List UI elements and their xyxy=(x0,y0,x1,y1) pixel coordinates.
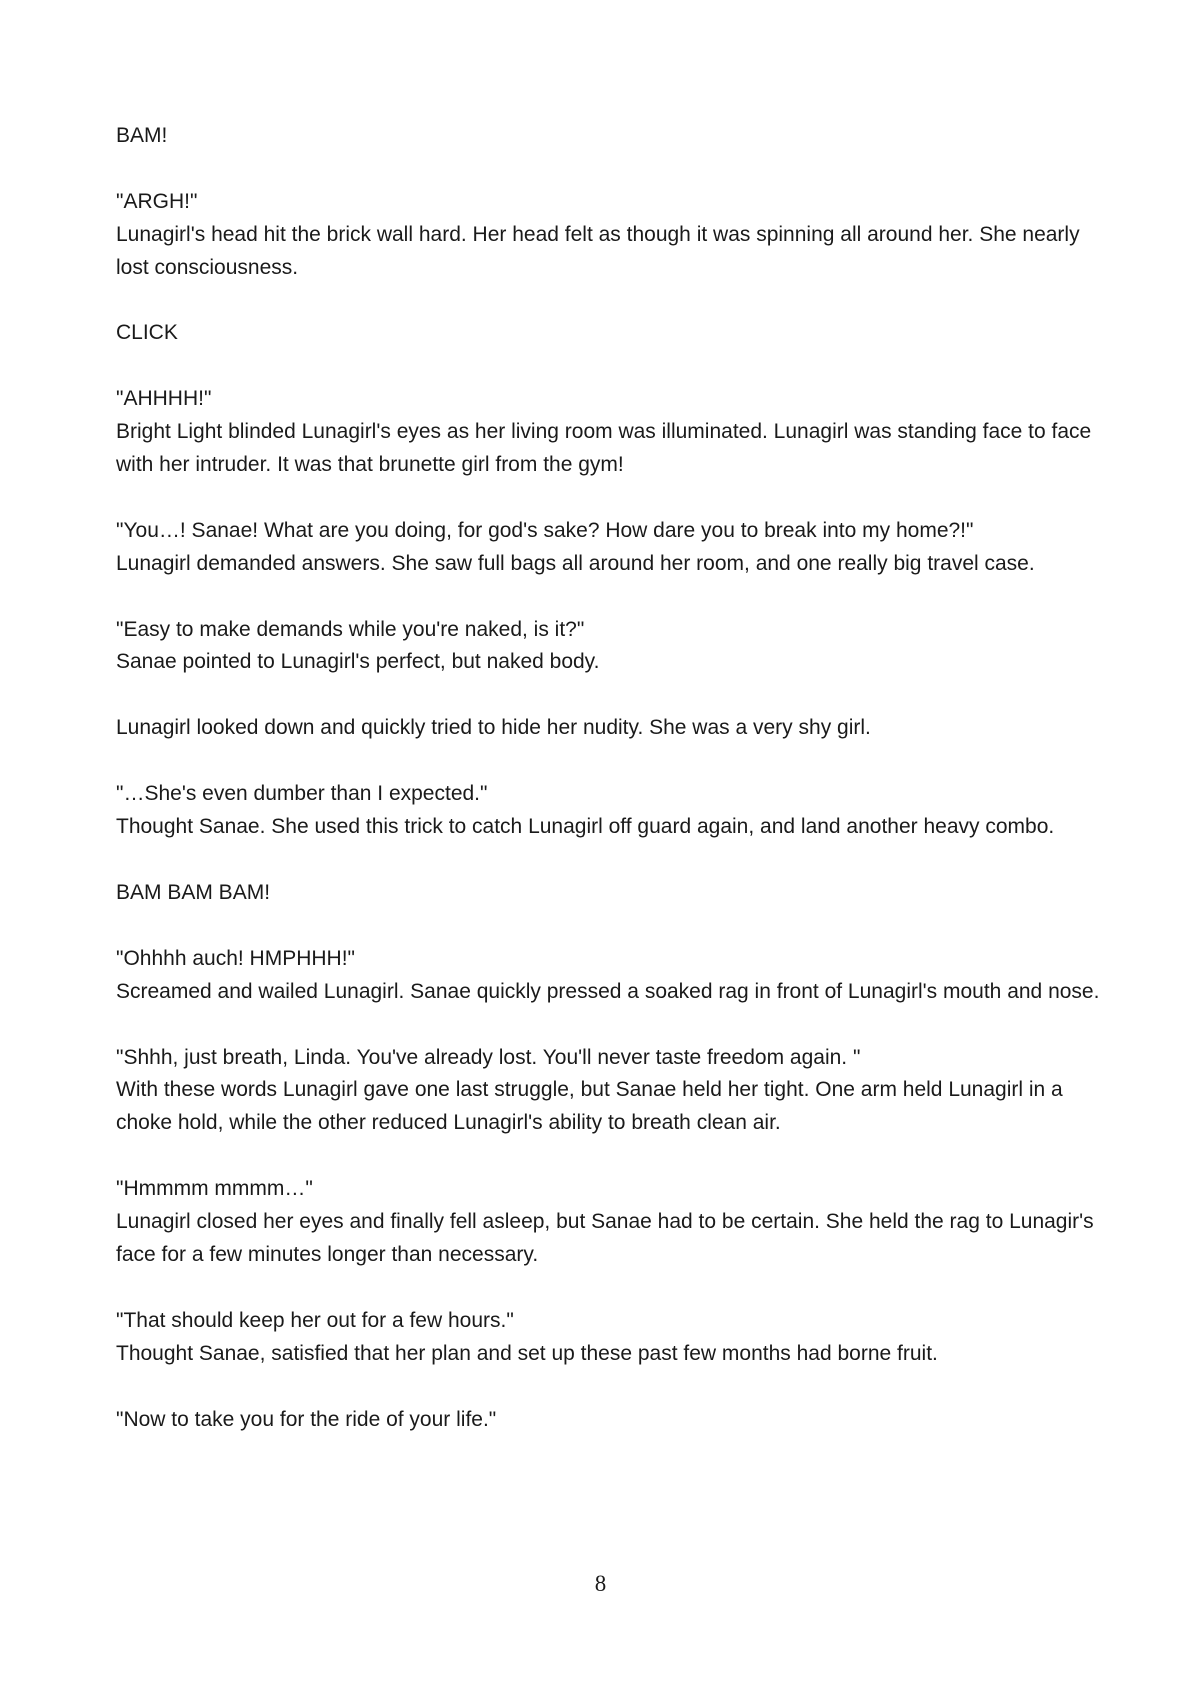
text-line: "…She's even dumber than I expected." xyxy=(116,782,488,805)
text-line: with her intruder. It was that brunette girl from the gym! xyxy=(116,453,624,476)
text-line: Lunagirl closed her eyes and finally fell asleep, but Sanae had to be certain. She held the rag to Lunagir's xyxy=(116,1210,1094,1233)
text-line: "Hmmmm mmmm…" xyxy=(116,1177,313,1200)
text-line: face for a few minutes longer than necessary. xyxy=(116,1243,539,1266)
text-line: "That should keep her out for a few hours." xyxy=(116,1309,514,1332)
text-line: "AHHHH!" xyxy=(116,387,212,410)
text-line: "You…! Sanae! What are you doing, for god's sake? How dare you to break into my home?!" xyxy=(116,519,974,542)
text-line: Thought Sanae. She used this trick to catch Lunagirl off guard again, and land another heavy combo. xyxy=(116,815,1055,838)
text-line: With these words Lunagirl gave one last struggle, but Sanae held her tight. One arm held Lunagirl in a xyxy=(116,1078,1063,1101)
text-line: choke hold, while the other reduced Lunagirl's ability to breath clean air. xyxy=(116,1111,781,1134)
text-line: Lunagirl's head hit the brick wall hard. Her head felt as though it was spinning all around her. She nearly xyxy=(116,223,1080,246)
text-line: lost consciousness. xyxy=(116,256,299,279)
text-line: Screamed and wailed Lunagirl. Sanae quickly pressed a soaked rag in front of Lunagirl's mouth and nose. xyxy=(116,980,1100,1003)
text-line: Sanae pointed to Lunagirl's perfect, but naked body. xyxy=(116,650,600,673)
text-line: Lunagirl looked down and quickly tried to hide her nudity. She was a very shy girl. xyxy=(116,716,871,739)
text-line: Bright Light blinded Lunagirl's eyes as her living room was illuminated. Lunagirl was standing face to face xyxy=(116,420,1092,443)
text-line: CLICK xyxy=(116,321,178,344)
text-line: "Ohhhh auch! HMPHHH!" xyxy=(116,947,355,970)
text-line: BAM! xyxy=(116,124,168,147)
page-number: 8 xyxy=(594,1571,607,1596)
text-line: Lunagirl demanded answers. She saw full bags all around her room, and one really big travel case. xyxy=(116,552,1035,575)
text-line: "Shhh, just breath, Linda. You've already lost. You'll never taste freedom again. " xyxy=(116,1046,861,1069)
text-line: "Easy to make demands while you're naked, is it?" xyxy=(116,618,585,641)
text-line: "ARGH!" xyxy=(116,190,198,213)
text-line: "Now to take you for the ride of your life." xyxy=(116,1408,497,1431)
text-line: BAM BAM BAM! xyxy=(116,881,271,904)
text-line: Thought Sanae, satisfied that her plan and set up these past few months had borne fruit. xyxy=(116,1342,938,1365)
